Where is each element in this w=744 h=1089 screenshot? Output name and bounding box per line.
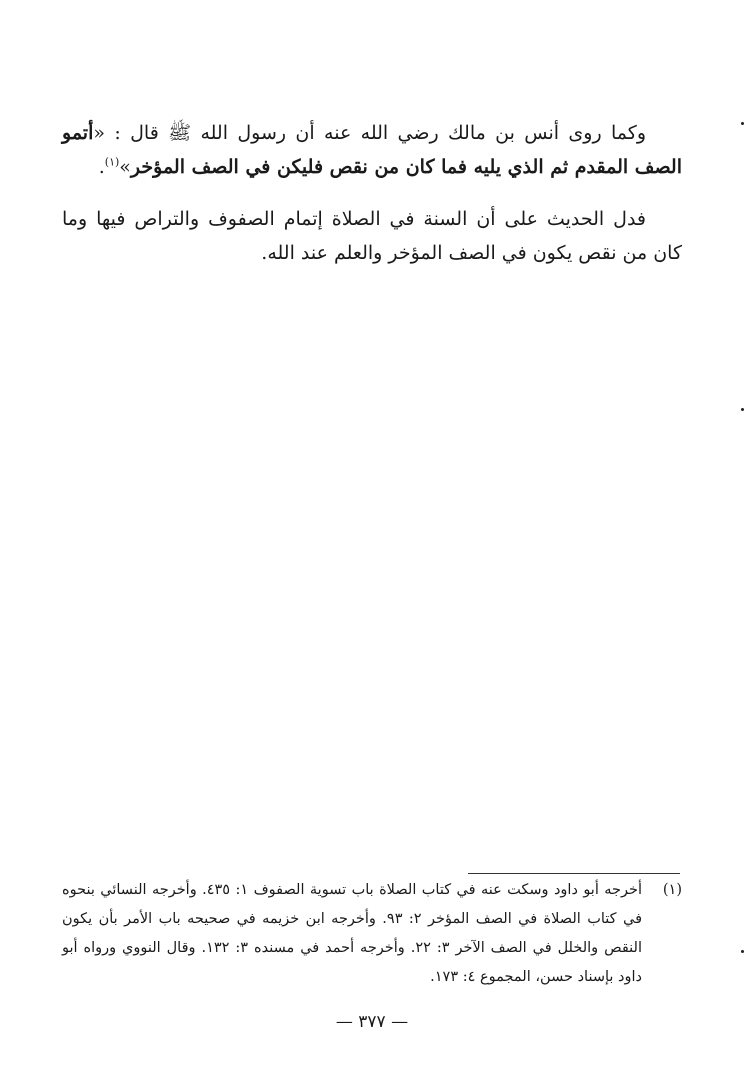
page-number: — ٣٧٧ — [335,1012,409,1032]
footnote-separator [468,873,680,874]
footnote-reference[interactable]: (١) [104,155,120,169]
footnote-text: أخرجه أبو داود وسكت عنه في كتاب الصلاة باب تسوية الصفوف ١: ٤٣٥. وأخرجه النسائي بنحوه في كتاب الصلاة في الصف المؤخر ٢: ٩٣. وأخرجه ابن خزيمه في صحيحه باب الأمر بأن يكون النقص والخلل في الصف الآخر ٣: ٢٢. وأخرجه أحمد في مسنده ٣: ١٣٢. وقال النووي ورواه أبو داود بإسناد حسن، المجموع ٤: ١٧٣. [62,882,643,985]
footnote [62,876,682,992]
paragraph-intro: وكما روى أنس بن مالك رضي الله عنه أن رسول الله ﷺ قال : « [93,122,646,144]
footnote-number: (١) [662,882,682,898]
paragraph-conclusion: فدل الحديث على أن السنة في الصلاة إتمام الصفوف والتراص فيها وما كان من نقص يكون في الصف المؤخر والعلم عند الله. [62,208,682,264]
quote-close: » [119,156,131,178]
sentence-end: . [98,156,105,178]
paragraph-hadith [62,116,682,184]
hadith-text: أتمو الصف المقدم ثم الذي يليه فما كان من نقص فليكن في الصف المؤخر [62,122,682,178]
